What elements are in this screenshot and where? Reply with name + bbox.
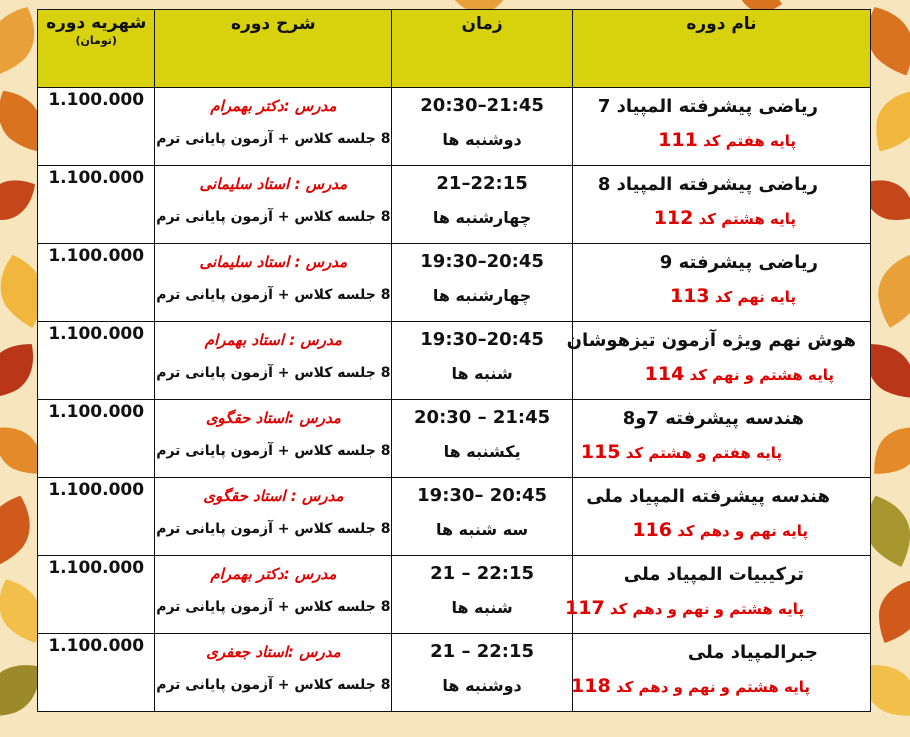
course-grade: پایه هشتم و نهم کد bbox=[689, 366, 834, 384]
course-grade: پایه هفتم و هشتم کد bbox=[625, 444, 782, 462]
table-row bbox=[38, 88, 871, 166]
table-row bbox=[38, 634, 871, 712]
header-time: زمان bbox=[461, 14, 503, 34]
course-code: 118 bbox=[571, 675, 611, 697]
course-code: 114 bbox=[644, 363, 685, 385]
course-title: هوش نهم ویژه آزمون تیزهوشان bbox=[566, 330, 856, 351]
table-row bbox=[38, 322, 871, 400]
course-title: ترکیبیات المپیاد ملی bbox=[623, 564, 804, 585]
course-time: 20:30–21:45 bbox=[420, 95, 544, 116]
course-day: سه شنبه ها bbox=[435, 520, 529, 539]
course-day: شنبه ها bbox=[451, 364, 513, 383]
desc-cell bbox=[155, 556, 392, 634]
course-teacher: مدرس : استاد بهمرام bbox=[204, 331, 342, 349]
course-code: 111 bbox=[658, 129, 698, 151]
course-code: 112 bbox=[653, 207, 694, 229]
course-day: شنبه ها bbox=[451, 598, 513, 617]
course-grade: پایه هفتم کد bbox=[703, 132, 796, 150]
course-sessions: 8 جلسه کلاس + آزمون پایانی ترم bbox=[156, 443, 391, 459]
name-cell bbox=[572, 634, 870, 712]
time-cell bbox=[392, 478, 573, 556]
course-day: دوشنبه ها bbox=[442, 676, 522, 695]
course-fee: 1.100.000 bbox=[48, 90, 145, 110]
course-fee: 1.100.000 bbox=[48, 480, 145, 500]
table-row bbox=[38, 400, 871, 478]
header-desc: شرح دوره bbox=[231, 14, 316, 34]
desc-cell bbox=[155, 322, 392, 400]
name-cell bbox=[572, 400, 870, 478]
course-grade: پایه هشتم کد bbox=[698, 210, 796, 228]
course-day: یکشنبه ها bbox=[443, 442, 521, 461]
course-day: چهارشنبه ها bbox=[432, 208, 532, 227]
name-cell bbox=[565, 556, 870, 634]
header-desc-cell bbox=[155, 10, 392, 88]
time-cell bbox=[392, 166, 573, 244]
table-row bbox=[38, 478, 871, 556]
name-cell bbox=[572, 244, 870, 322]
fee-cell bbox=[38, 556, 155, 634]
header-fee-unit: (تومان) bbox=[75, 34, 117, 47]
desc-cell bbox=[155, 166, 392, 244]
course-time: 20:30 – 21:45 bbox=[414, 407, 551, 428]
table-row bbox=[38, 556, 871, 634]
desc-cell bbox=[155, 88, 392, 166]
name-cell bbox=[566, 322, 870, 400]
header-fee bbox=[38, 10, 154, 48]
fee-cell bbox=[38, 634, 155, 712]
name-cell bbox=[572, 478, 870, 556]
course-code: 117 bbox=[565, 597, 605, 619]
course-fee: 1.100.000 bbox=[48, 402, 145, 422]
table-row bbox=[38, 244, 871, 322]
header-name-cell bbox=[572, 10, 870, 88]
course-time: 19:30–20:45 bbox=[420, 251, 544, 272]
name-cell bbox=[572, 88, 870, 166]
course-grade: پایه نهم و دهم کد bbox=[677, 522, 808, 540]
course-time: 21–22:15 bbox=[436, 173, 528, 194]
table-header-row bbox=[38, 10, 871, 88]
fee-cell bbox=[38, 478, 155, 556]
course-title: ریاضی پیشرفته 9 bbox=[659, 252, 818, 273]
course-title: ریاضی پیشرفته المپیاد 8 bbox=[597, 174, 818, 195]
course-time: 19:30– 20:45 bbox=[417, 485, 548, 506]
course-teacher: مدرس :دکتر بهمرام bbox=[210, 565, 337, 583]
desc-cell bbox=[155, 244, 392, 322]
course-teacher: مدرس :استاد جعفری bbox=[206, 643, 341, 661]
course-sessions: 8 جلسه کلاس + آزمون پایانی ترم bbox=[156, 209, 391, 225]
table-row bbox=[38, 166, 871, 244]
course-title: جبرالمپیاد ملی bbox=[687, 642, 818, 663]
time-cell bbox=[392, 322, 573, 400]
course-sessions: 8 جلسه کلاس + آزمون پایانی ترم bbox=[156, 521, 391, 537]
course-fee: 1.100.000 bbox=[48, 636, 145, 656]
fee-cell bbox=[38, 244, 155, 322]
course-code: 116 bbox=[632, 519, 672, 541]
name-cell bbox=[572, 166, 870, 244]
header-time-cell bbox=[392, 10, 573, 88]
course-time: 21 – 22:15 bbox=[430, 563, 535, 584]
course-sessions: 8 جلسه کلاس + آزمون پایانی ترم bbox=[156, 287, 391, 303]
time-cell bbox=[392, 400, 573, 478]
course-fee: 1.100.000 bbox=[48, 246, 145, 266]
time-cell bbox=[392, 634, 573, 712]
course-code: 113 bbox=[669, 285, 710, 307]
course-day: چهارشنبه ها bbox=[432, 286, 532, 305]
time-cell bbox=[392, 556, 573, 634]
course-title: ریاضی پیشرفته المپیاد 7 bbox=[597, 96, 818, 117]
fee-cell bbox=[38, 166, 155, 244]
course-fee: 1.100.000 bbox=[48, 168, 145, 188]
course-grade: پایه هشتم و نهم و دهم کد bbox=[609, 600, 804, 618]
course-day: دوشنبه ها bbox=[442, 130, 522, 149]
course-teacher: مدرس : استاد سلیمانی bbox=[199, 175, 348, 193]
time-cell bbox=[392, 244, 573, 322]
course-title: هندسه پیشرفته المپیاد ملی bbox=[586, 486, 830, 507]
fee-cell bbox=[38, 88, 155, 166]
course-teacher: مدرس :دکتر بهمرام bbox=[210, 97, 337, 115]
course-fee: 1.100.000 bbox=[48, 324, 145, 344]
course-grade: پایه هشتم و نهم و دهم کد bbox=[615, 678, 810, 696]
course-title: هندسه پیشرفته 7و8 bbox=[622, 408, 804, 429]
header-fee-cell bbox=[38, 10, 155, 88]
course-time: 21 – 22:15 bbox=[430, 641, 535, 662]
header-name: نام دوره bbox=[686, 14, 757, 34]
header-fee-label: شهریه دوره bbox=[46, 13, 147, 33]
course-schedule-table bbox=[37, 9, 871, 712]
course-sessions: 8 جلسه کلاس + آزمون پایانی ترم bbox=[156, 131, 391, 147]
course-sessions: 8 جلسه کلاس + آزمون پایانی ترم bbox=[156, 365, 391, 381]
course-teacher: مدرس : استاد سلیمانی bbox=[199, 253, 348, 271]
course-code: 115 bbox=[580, 441, 621, 463]
course-fee: 1.100.000 bbox=[48, 558, 145, 578]
time-cell bbox=[392, 88, 573, 166]
fee-cell bbox=[38, 400, 155, 478]
desc-cell bbox=[155, 634, 392, 712]
course-time: 19:30–20:45 bbox=[420, 329, 544, 350]
desc-cell bbox=[155, 400, 392, 478]
course-sessions: 8 جلسه کلاس + آزمون پایانی ترم bbox=[156, 677, 391, 693]
course-teacher: مدرس : استاد حقگوی bbox=[203, 487, 344, 505]
course-teacher: مدرس :استاد حقگوی bbox=[205, 409, 341, 427]
desc-cell bbox=[155, 478, 392, 556]
fee-cell bbox=[38, 322, 155, 400]
course-sessions: 8 جلسه کلاس + آزمون پایانی ترم bbox=[156, 599, 391, 615]
course-grade: پایه نهم کد bbox=[714, 288, 796, 306]
